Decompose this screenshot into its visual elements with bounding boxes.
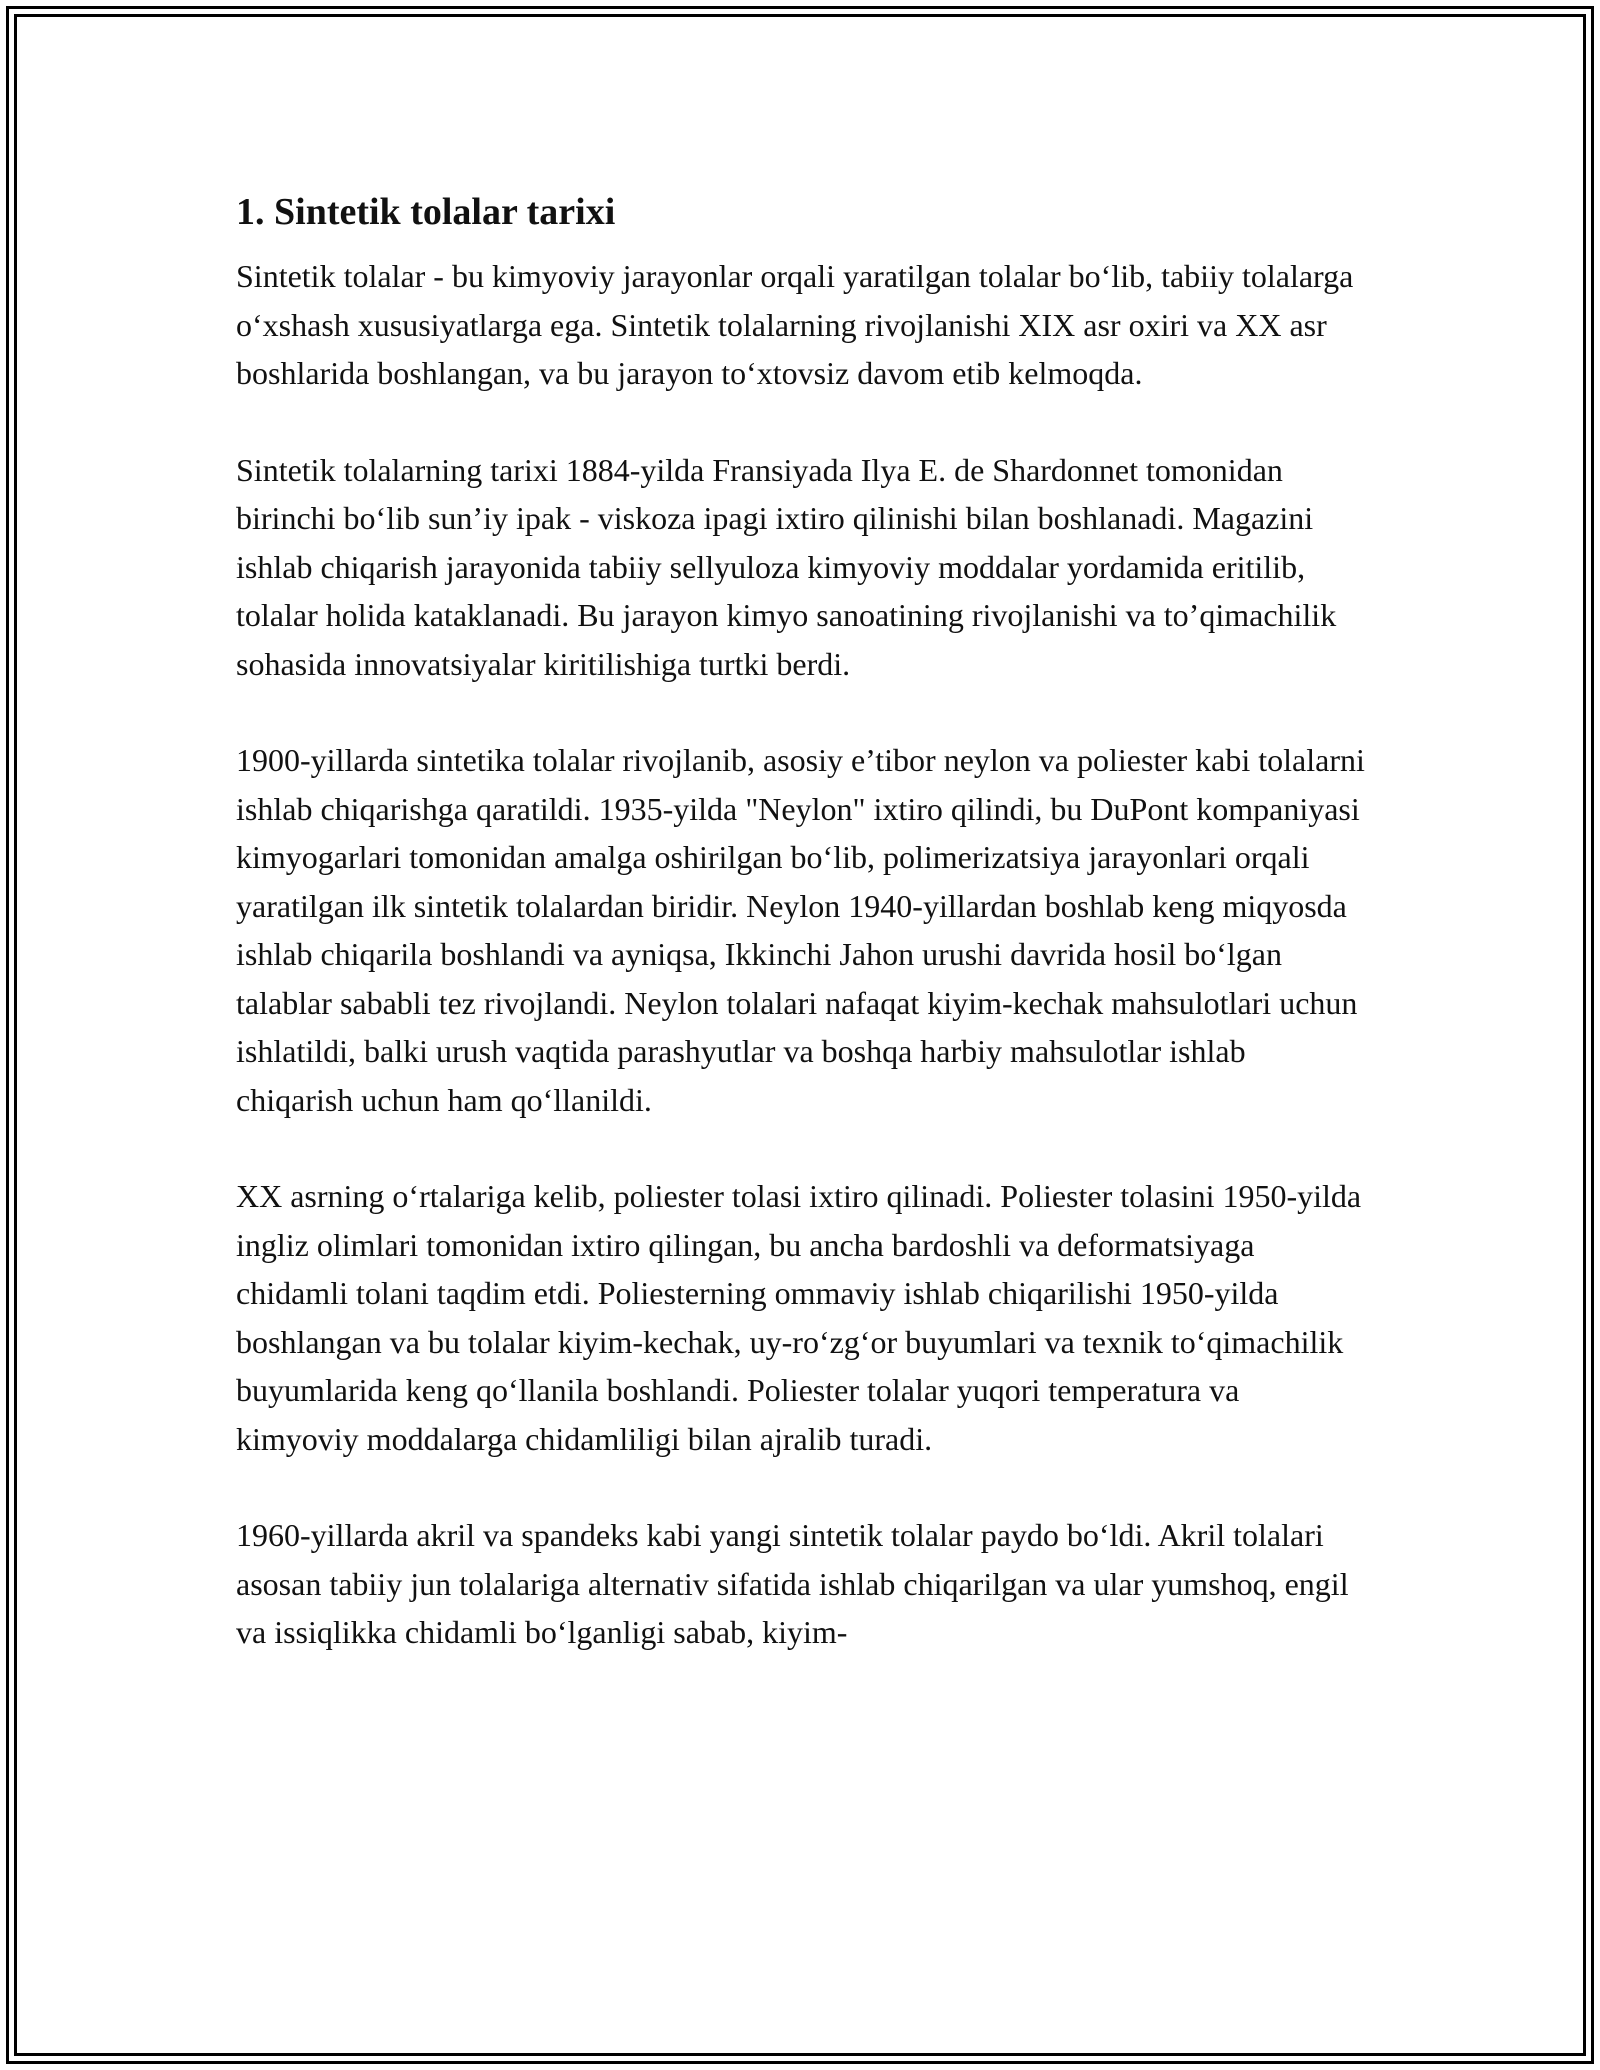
paragraph-5: 1960-yillarda akril va spandeks kabi yangi sintetik tolalar paydo bo‘ldi. Akril tolalari asosan tabiiy jun tolalariga alternativ sifatida ishlab chiqarilgan va ular yumshoq, engil va issiqlikka chidamli bo‘lganligi sabab, kiyim- xyxy=(236,1517,1349,1650)
paragraph-1: Sintetik tolalar - bu kimyoviy jarayonlar orqali yaratilgan tolalar bo‘lib, tabiiy tolalarga o‘xshash xususiyatlarga ega. Sintetik tolalarning rivojlanishi XIX asr oxiri va XX asr boshlarida boshlangan, va bu jarayon to‘xtovsiz davom etib kelmoqda. xyxy=(236,258,1354,391)
paragraph-3: 1900-yillarda sintetika tolalar rivojlanib, asosiy e’tibor neylon va poliester kabi tolalarni ishlab chiqarishga qaratildi. 1935-yilda "Neylon" ixtiro qilindi, bu DuPont kompaniyasi kimyogarlari tomonidan amalga oshirilgan bo‘lib, polimerizatsiya jarayonlari orqali yaratilgan ilk sintetik tolalardan biridir. Neylon 1940-yillardan boshlab keng miqyosda ishlab chiqarila boshlandi va ayniqsa, Ikkinchi Jahon urushi davrida hosil bo‘lgan talablar sababli tez rivojlandi. Neylon tolalari nafaqat kiyim-kechak mahsulotlari uchun ishlatildi, balki urush vaqtida parashyutlar va boshqa harbiy mahsulotlar ishlab chiqarish uchun ham qo‘llanildi. xyxy=(236,742,1365,1118)
section-heading: 1. Sintetik tolalar tarixi xyxy=(236,191,616,233)
paragraph-4: XX asrning o‘rtalariga kelib, poliester tolasi ixtiro qilinadi. Poliester tolasini 1950-yilda ingliz olimlari tomonidan ixtiro qilingan, bu ancha bardoshli va deformatsiyaga chidamli tolani taqdim etdi. Poliesterning ommaviy ishlab chiqarilishi 1950-yilda boshlangan va bu tolalar kiyim-kechak, uy-ro‘zg‘or buyumlari va texnik to‘qimachilik buyumlarida keng qo‘llanila boshlandi. Poliester tolalar yuqori temperatura va kimyoviy moddalarga chidamliligi bilan ajralib turadi. xyxy=(236,1178,1362,1457)
document-body xyxy=(236,186,1366,1705)
paragraph-2: Sintetik tolalarning tarixi 1884-yilda Fransiyada Ilya E. de Shardonnet tomonidan birinchi bo‘lib sun’iy ipak - viskoza ipagi ixtiro qilinishi bilan boshlanadi. Magazini ishlab chiqarish jarayonida tabiiy sellyuloza kimyoviy moddalar yordamida eritilib, tolalar holida kataklanadi. Bu jarayon kimyo sanoatining rivojlanishi va to’qimachilik sohasida innovatsiyalar kiritilishiga turtki berdi. xyxy=(236,451,1337,682)
